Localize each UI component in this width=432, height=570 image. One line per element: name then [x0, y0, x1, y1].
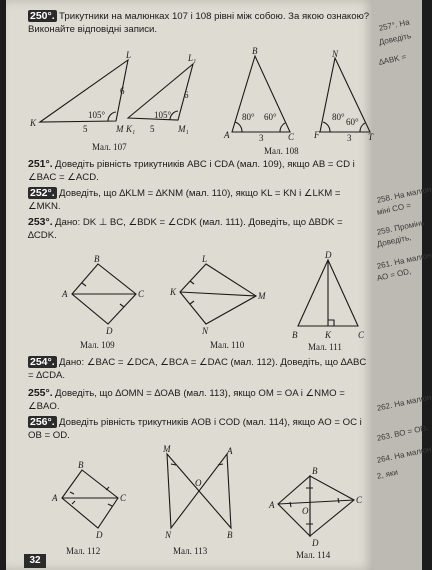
vertex-m: M — [258, 291, 266, 301]
problem-text: Дано: DK ⊥ BC, ∠BDK = ∠CDK (мал. 111). Доведіть, що ∆BDK = ∆CDK. — [28, 217, 343, 241]
problem-number: 252°. — [30, 187, 55, 199]
problem-text: Доведіть, що ∆OMN = ∆OAB (мал. 113), якщо OM = OA і ∠NMO = ∠BAO. — [28, 388, 345, 412]
vertex-m1: M₁ — [178, 124, 189, 134]
angle-value: 105° — [88, 110, 106, 120]
side-value: 3 — [347, 133, 352, 143]
next-page-text: 259. Промінь — [376, 217, 426, 237]
next-page-text: AO = OD, — [376, 266, 413, 283]
vertex-m: M — [163, 444, 171, 454]
next-page-text: ∆ABK = — [378, 52, 408, 67]
vertex-l: L — [202, 254, 208, 264]
vertex-f: F — [314, 130, 320, 140]
figure-caption: Мал. 111 — [308, 342, 342, 352]
figure-caption: Мал. 110 — [210, 340, 245, 350]
vertex-c: C — [138, 289, 145, 299]
vertex-b: B — [292, 330, 298, 340]
vertex-n: N — [202, 326, 209, 336]
vertex-a: A — [224, 130, 230, 140]
vertex-c: C — [288, 132, 295, 142]
problem-number: 256°. — [30, 416, 55, 428]
vertex-b: B — [252, 46, 258, 56]
problem-number: 254°. — [30, 356, 55, 368]
vertex-a: A — [62, 289, 68, 299]
figure-114 — [268, 458, 372, 562]
next-page-text: Доведіть — [378, 31, 412, 47]
side-value: 5 — [83, 124, 88, 134]
problem-text: Доведіть рівність трикутників ABC і CDA (мал. 109), якщо AB = CD і ∠BAC = ∠ACD. — [28, 159, 355, 183]
next-page-text: міні CO = — [376, 200, 412, 217]
page-number: 32 — [24, 554, 46, 568]
next-page-text: Доведіть, — [376, 232, 412, 249]
side-value: 6 — [184, 90, 189, 100]
figure-113 — [151, 440, 251, 558]
problem-256 — [28, 416, 370, 442]
side-value: 3 — [259, 133, 264, 143]
vertex-l: L — [126, 50, 132, 60]
next-page-text: 263. ВО = OD, — [376, 423, 430, 443]
problem-text: Трикутники на малюнках 107 і 108 рівні між собою. За якою ознакою? Виконайте відповідні записи. — [28, 11, 370, 35]
next-page-edge — [374, 0, 432, 570]
figure-caption: Мал. 113 — [173, 546, 208, 556]
figure-caption: Мал. 107 — [92, 142, 127, 152]
figure-112 — [46, 458, 141, 558]
figure-111 — [288, 250, 370, 355]
angle-value: 60° — [346, 117, 359, 127]
vertex-o: O — [302, 506, 309, 516]
vertex-d: D — [96, 530, 103, 540]
vertex-k: K — [325, 330, 332, 340]
vertex-k: K — [170, 287, 177, 297]
problem-text: Доведіть рівність трикутників AOB і COD (мал. 114), якщо AO = OC і OB = OD. — [28, 417, 362, 441]
problem-252 — [28, 187, 370, 213]
vertex-a: A — [269, 500, 275, 510]
problem-number: 250°. — [30, 10, 55, 22]
vertex-k: K — [30, 118, 37, 128]
next-page-text: 2, яки — [376, 467, 399, 481]
vertex-d: D — [106, 326, 113, 336]
vertex-d: D — [312, 538, 319, 548]
vertex-c: C — [356, 495, 363, 505]
vertex-t: T — [368, 132, 374, 142]
problem-number: 255°. — [28, 387, 53, 399]
angle-value: 80° — [332, 112, 345, 122]
vertex-l1: L₁ — [188, 53, 197, 63]
textbook-page — [6, 0, 374, 570]
figure-110 — [166, 252, 276, 352]
next-page-text: 261. На малюн — [376, 250, 432, 271]
problem-250 — [28, 10, 370, 36]
figure-109 — [56, 252, 156, 352]
vertex-m: M — [116, 124, 124, 134]
vertex-n: N — [165, 530, 172, 540]
vertex-b: B — [312, 466, 318, 476]
side-value: 5 — [150, 124, 155, 134]
problem-number: 251°. — [28, 158, 53, 170]
figure-108 — [222, 46, 372, 158]
next-page-text: 258. На малюн — [376, 184, 432, 205]
next-page-text: 257°. На — [378, 17, 411, 33]
vertex-d: D — [325, 250, 332, 260]
vertex-a: A — [227, 446, 233, 456]
vertex-c: C — [358, 330, 365, 340]
figure-caption: Мал. 108 — [264, 146, 299, 156]
angle-value: 80° — [242, 112, 255, 122]
vertex-n: N — [332, 49, 339, 59]
side-value: 6 — [120, 86, 125, 96]
problem-number: 253°. — [28, 216, 53, 228]
problem-253 — [28, 216, 370, 242]
figure-caption: Мал. 112 — [66, 546, 101, 556]
problem-text: Доведіть, що ∆KLM = ∆KNM (мал. 110), якщо KL = KN і ∠LKM = ∠MKN. — [28, 188, 341, 212]
figure-caption: Мал. 109 — [80, 340, 115, 350]
figure-107 — [28, 50, 197, 155]
problem-255 — [28, 387, 370, 413]
vertex-k1: K₁ — [126, 124, 136, 134]
vertex-o: O — [195, 478, 202, 488]
angle-value: 105° — [154, 110, 172, 120]
problem-251 — [28, 158, 370, 184]
vertex-c: C — [120, 493, 127, 503]
figure-caption: Мал. 114 — [296, 550, 331, 560]
problem-text: Дано: ∠BAC = ∠DCA, ∠BCA = ∠DAC (мал. 112). Доведіть, що ∆ABC = ∆CDA. — [28, 357, 367, 381]
angle-value: 60° — [264, 112, 277, 122]
next-page-text: 262. На малюн — [376, 392, 432, 413]
vertex-a: A — [52, 493, 58, 503]
next-page-text: 264. На малюн — [376, 444, 432, 465]
vertex-b: B — [78, 460, 84, 470]
problem-254 — [28, 356, 370, 382]
vertex-b: B — [94, 254, 100, 264]
vertex-b: B — [227, 530, 233, 540]
